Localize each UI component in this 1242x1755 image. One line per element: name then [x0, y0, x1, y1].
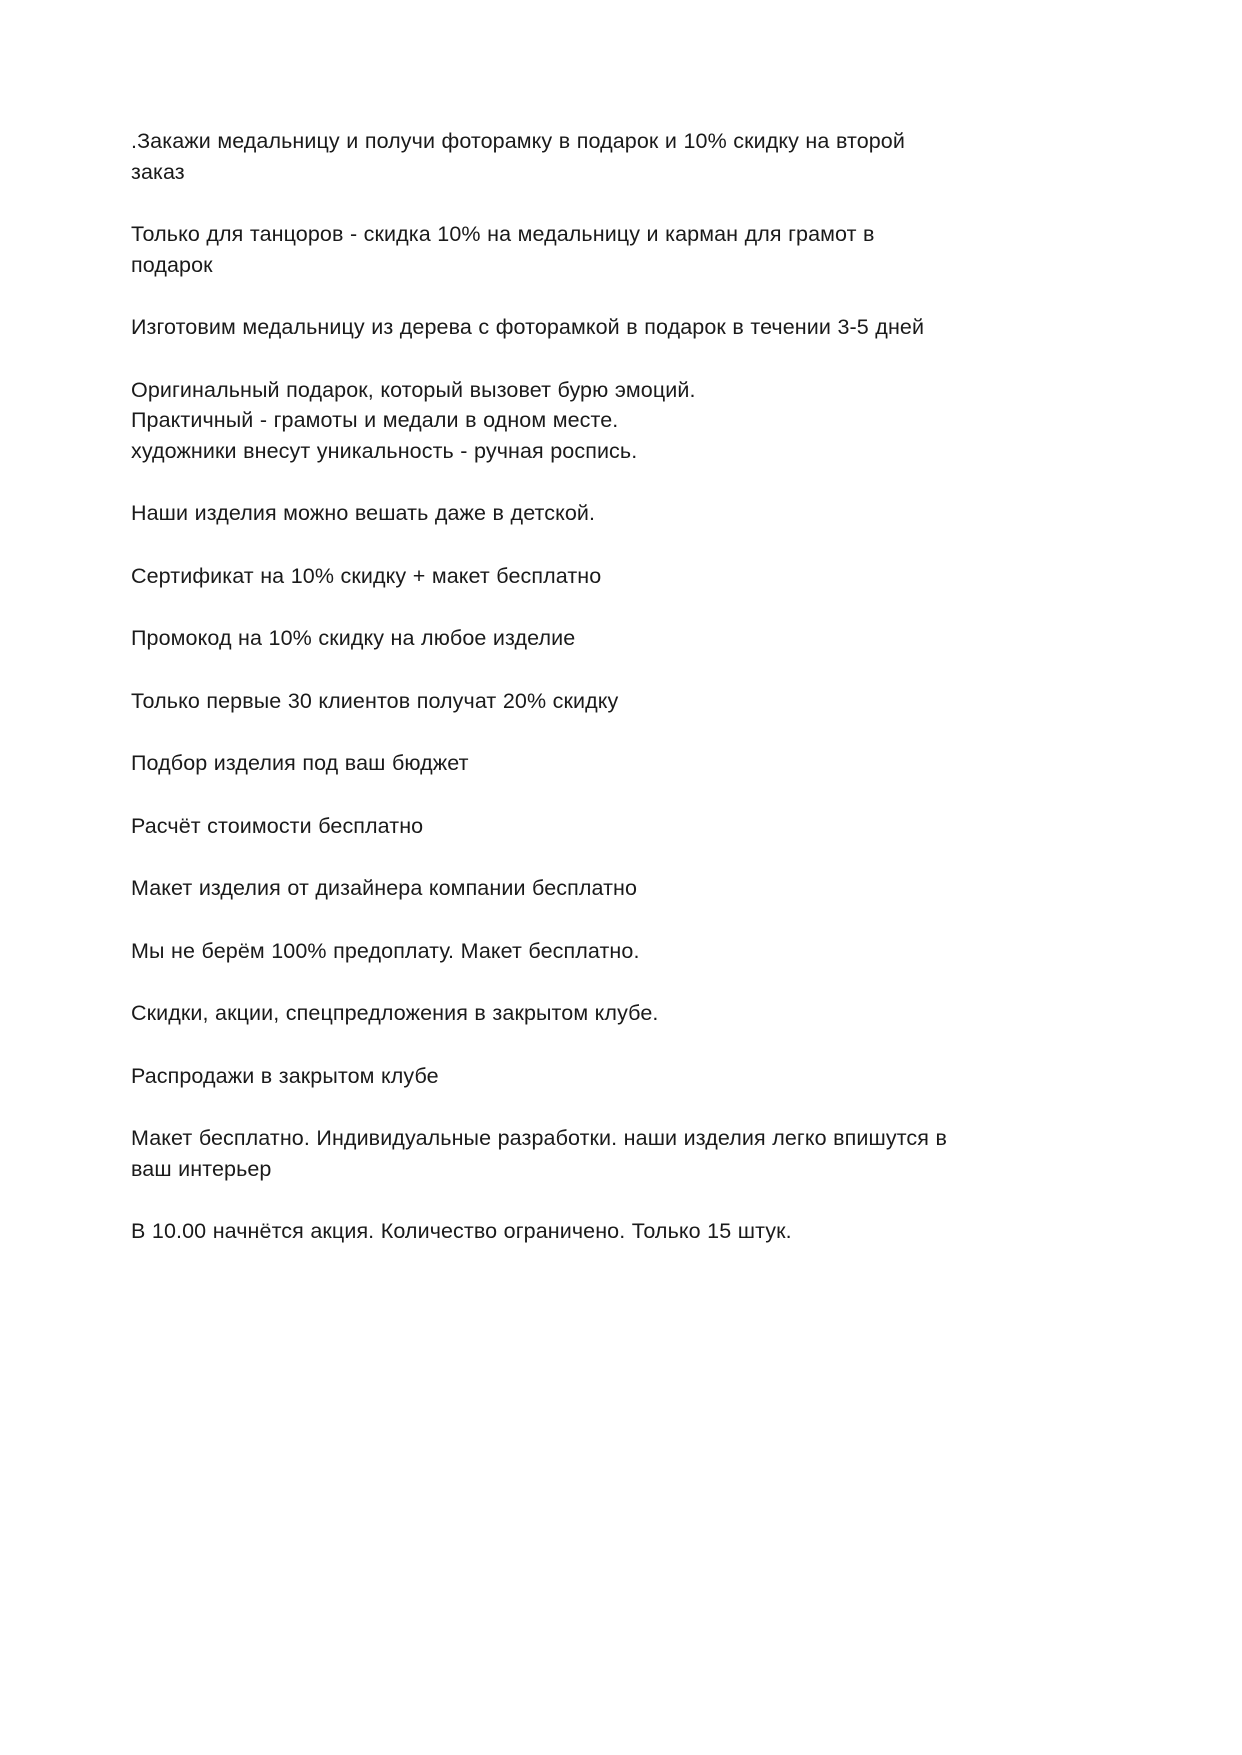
benefit-line-practical: Практичный - грамоты и медали в одном месте. — [131, 408, 619, 433]
paragraph-offer-medal-holder-photo-frame: .Закажи медальницу и получи фоторамку в подарок и 10% скидку на второй заказ — [131, 129, 912, 184]
paragraph-offer-first-30-clients: Только первые 30 клиентов получат 20% скидку — [131, 688, 619, 713]
paragraph-offer-selection-by-budget: Подбор изделия под ваш бюджет — [131, 751, 469, 776]
paragraph-offer-hang-in-nursery: Наши изделия можно вешать даже в детской. — [131, 501, 596, 526]
paragraph-offer-certificate-discount: Сертификат на 10% скидку + макет бесплатно — [131, 563, 602, 588]
paragraph-offer-wooden-medal-holder: Изготовим медальницу из дерева с фоторамкой в подарок в течении 3-5 дней — [131, 315, 925, 340]
paragraph-offer-club-discounts: Скидки, акции, спецпредложения в закрытом клубе. — [131, 1001, 659, 1026]
paragraph-offer-promocode-discount: Промокод на 10% скидку на любое изделие — [131, 626, 576, 651]
paragraph-offer-free-cost-calculation: Расчёт стоимости бесплатно — [131, 813, 424, 838]
benefit-line-original-gift: Оригинальный подарок, который вызовет бурю эмоций. — [131, 377, 696, 402]
paragraph-offer-club-sales: Распродажи в закрытом клубе — [131, 1063, 439, 1088]
paragraph-offer-promo-starts-at-10: В 10.00 начнётся акция. Количество ограничено. Только 15 штук. — [131, 1219, 792, 1244]
paragraph-offer-free-mockup-custom-designs: Макет бесплатно. Индивидуальные разработки. наши изделия легко впишутся в ваш интерьер — [131, 1126, 954, 1181]
document-body — [131, 126, 961, 1247]
paragraph-offer-free-designer-mockup: Макет изделия от дизайнера компании бесплатно — [131, 876, 638, 901]
paragraph-offer-dancers-discount: Только для танцоров - скидка 10% на медальницу и карман для грамот в подарок — [131, 222, 882, 277]
benefit-line-handpainted: художники внесут уникальность - ручная роспись. — [131, 438, 638, 463]
paragraph-offer-no-full-prepayment: Мы не берём 100% предоплату. Макет бесплатно. — [131, 938, 640, 963]
paragraph-benefits-group — [131, 375, 961, 467]
